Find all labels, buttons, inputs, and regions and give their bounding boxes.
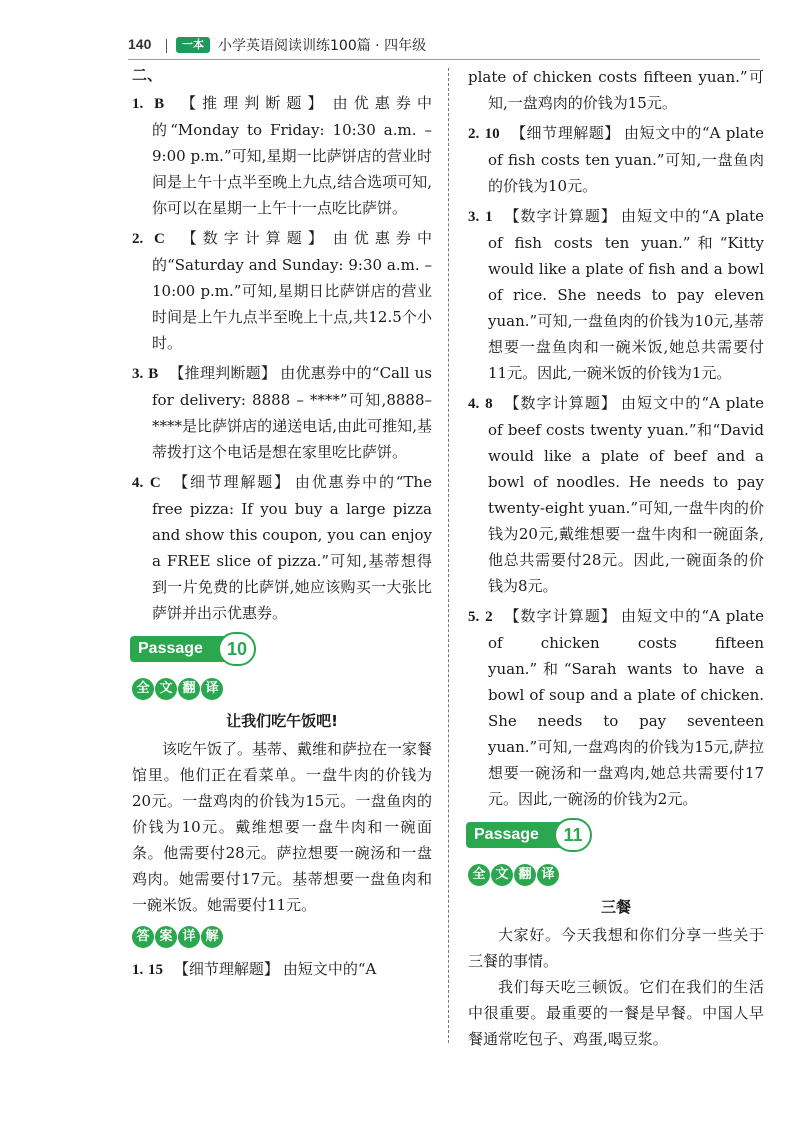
item-explanation: 由短文中的“A: [282, 960, 377, 978]
answer-item: [468, 120, 764, 199]
item-explanation: 由短文中的“A plate of beef costs twenty yuan.”和“David would like a plate of beef and a bowl of noodles. He needs to pay twenty-eight yuan.”可知,一盘牛肉的价钱为20元,戴维想要一盘牛肉和一碗面条,他总共需要付28元。因此,一碗面条的价钱为8元。: [488, 394, 764, 595]
item-explanation: 由短文中的“A plate of fish costs ten yuan.”可知,一盘鱼肉的价钱为10元。: [488, 124, 764, 195]
item-type: 【推理判断题】: [169, 364, 277, 382]
item-answer: B: [154, 96, 165, 112]
translation-title: 让我们吃午饭吧!: [226, 712, 338, 730]
column-divider: [448, 68, 449, 1043]
passage-number: 11: [554, 818, 592, 852]
item-type: 【推理判断题】: [180, 94, 329, 112]
item-number: 2.: [132, 231, 144, 247]
answer-item: [132, 225, 432, 356]
answer-item: [132, 90, 432, 221]
item-answer: 15: [148, 962, 164, 978]
badge-char: 翻: [514, 864, 536, 886]
answer-item: [132, 469, 432, 626]
translation-paragraph: 该吃午饭了。基蒂、戴维和萨拉在一家餐馆里。他们正在看菜单。一盘牛肉的价钱为20元。一盘鸡肉的价钱为15元。一盘鱼肉的价钱为10元。戴维想要一盘牛肉和一碗面条。他需要付28元。萨拉想要一碗汤和一盘鸡肉。她需要付17元。基蒂想要一盘鱼肉和一碗米饭。她需要付11元。: [132, 740, 433, 914]
book-title: 小学英语阅读训练100篇 · 四年级: [218, 38, 427, 54]
item-number: 3.: [468, 209, 480, 225]
right-column: [468, 62, 764, 1052]
page-number: 140: [128, 36, 152, 52]
answer-item: [468, 603, 764, 812]
badge-char: 全: [132, 678, 154, 700]
passage-number: 10: [218, 632, 256, 666]
badge-char: 译: [201, 678, 223, 700]
item-answer: 10: [484, 126, 500, 142]
item-answer: C: [149, 475, 161, 491]
answer-item: [468, 390, 764, 599]
item-answer: 8: [485, 396, 493, 412]
item-type: 【数字计算题】: [181, 229, 329, 247]
item-type: 【数字计算题】: [504, 607, 618, 625]
continued-explanation: plate of chicken costs fifteen yuan.”可知,一盘鸡肉的价钱为15元。: [468, 68, 764, 112]
badge-char: 全: [468, 864, 490, 886]
item-type: 【数字计算题】: [504, 394, 618, 412]
item-number: 3.: [132, 366, 144, 382]
badge-char: 答: [132, 926, 154, 948]
translation-paragraph: 大家好。今天我想和你们分享一些关于三餐的事情。: [468, 926, 764, 970]
item-answer: C: [154, 231, 165, 247]
passage-banner: [130, 632, 432, 666]
header-separator: [166, 39, 167, 53]
badge-char: 解: [201, 926, 223, 948]
passage-label: Passage: [466, 822, 562, 848]
item-type: 【细节理解题】: [173, 960, 279, 978]
left-column: [132, 62, 432, 987]
item-number: 5.: [468, 609, 480, 625]
header-rule: [128, 59, 760, 60]
passage-label: Passage: [130, 636, 226, 662]
passage-banner: [466, 818, 764, 852]
badge-char: 翻: [178, 678, 200, 700]
item-number: 4.: [468, 396, 480, 412]
translation-paragraph: 我们每天吃三顿饭。它们在我们的生活中很重要。最重要的一餐是早餐。中国人早餐通常吃包子、鸡蛋,喝豆浆。: [468, 978, 764, 1048]
item-number: 2.: [468, 126, 480, 142]
item-number: 4.: [132, 475, 144, 491]
badge-char: 文: [155, 678, 177, 700]
badge-char: 译: [537, 864, 559, 886]
item-number: 1.: [132, 96, 144, 112]
answer-badge: [132, 922, 432, 950]
translation-badge: [132, 674, 432, 702]
answer-item: [132, 956, 432, 983]
page-header: [128, 30, 760, 60]
translation-badge: [468, 860, 764, 888]
item-explanation: 由优惠券中的“The free pizza: If you buy a large pizza and show this coupon, you can enjoy a FREE slice of pizza.”可知,基蒂想得到一片免费的比萨饼,她应该购买一大张比萨饼并出示优惠券。: [152, 473, 432, 622]
badge-char: 文: [491, 864, 513, 886]
item-type: 【细节理解题】: [510, 124, 621, 142]
brand-logo: 一本: [176, 37, 210, 53]
item-answer: 1: [485, 209, 493, 225]
item-explanation: 由短文中的“A plate of fish costs ten yuan.”和“Kitty would like a plate of fish and a bowl of rice. She needs to pay eleven yuan.”可知,一盘鱼肉的价钱为10元,基蒂想要一盘鱼肉和一碗米饭,她总共需要付11元。因此,一碗米饭的价钱为1元。: [488, 207, 764, 382]
item-type: 【细节理解题】: [173, 473, 291, 491]
badge-char: 详: [178, 926, 200, 948]
item-type: 【数字计算题】: [504, 207, 618, 225]
item-number: 1.: [132, 962, 144, 978]
item-answer: 2: [485, 609, 493, 625]
item-explanation: 由优惠券中的“Call us for delivery: 8888 – ****”可知,8888– ****是比萨饼店的递送电话,由此可推知,基蒂拨打这个电话是想在家里吃比萨饼。: [152, 364, 432, 461]
badge-char: 案: [155, 926, 177, 948]
item-explanation: 由优惠券中的“Saturday and Sunday: 9:30 a.m. – 10:00 p.m.”可知,星期日比萨饼店的营业时间是上午九点半至晚上十点,共12.5个小时。: [152, 229, 432, 352]
item-explanation: 由短文中的“A plate of chicken costs fifteen yuan.”和“Sarah wants to have a bowl of soup and a plate of chicken. She needs to pay seventeen yuan.”可知,一盘鸡肉的价钱为15元,萨拉想要一碗汤和一盘鸡肉,她总共需要付17元。因此,一碗汤的价钱为2元。: [488, 607, 764, 808]
item-explanation: 由优惠券中的“Monday to Friday: 10:30 a.m. – 9:00 p.m.”可知,星期一比萨饼店的营业时间是上午十点半至晚上九点,结合选项可知,你可以在星期一上午十一点吃比萨饼。: [152, 94, 432, 217]
answer-item: [468, 203, 764, 386]
answer-item: [132, 360, 432, 465]
translation-title: 三餐: [600, 898, 631, 916]
item-answer: B: [148, 366, 159, 382]
section-heading: 二、: [132, 66, 163, 84]
